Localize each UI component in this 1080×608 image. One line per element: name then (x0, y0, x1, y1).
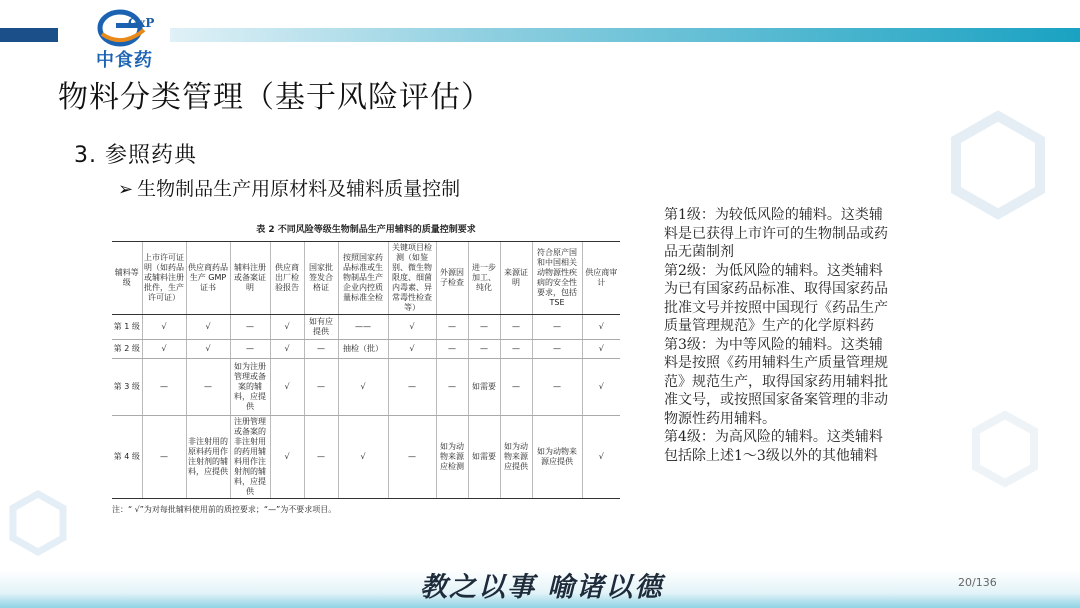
table-cell: 如为动物来源应检测 (436, 416, 468, 499)
table-cell: — (186, 359, 230, 416)
table-header: 进一步加工、纯化 (468, 242, 500, 315)
quality-control-table (112, 222, 620, 515)
table-header: 按照国家药品标准或生物制品生产企业内控质量标准全检 (338, 242, 388, 315)
table-cell: √ (142, 315, 186, 340)
table-cell: — (230, 315, 270, 340)
level-4-text: 第4级：为高风险的辅料。这类辅料包括除上述1～3级以外的其他辅料 (664, 429, 883, 464)
table-header: 辅料注册或备案证明 (230, 242, 270, 315)
arrow-bullet-icon: ➢ (118, 179, 134, 200)
table-header: 国家批签发合格证 (304, 242, 338, 315)
table-cell: √ (582, 315, 620, 340)
hexagon-decoration-icon (8, 490, 68, 556)
table-cell: — (388, 416, 436, 499)
table-cell: 如需要 (468, 359, 500, 416)
table-cell: — (304, 340, 338, 359)
table-cell: 第 1 级 (112, 315, 142, 340)
table-cell: — (532, 359, 582, 416)
table-cell: 第 3 级 (112, 359, 142, 416)
table-cell: — (532, 315, 582, 340)
company-logo (92, 4, 172, 71)
table-cell: √ (338, 416, 388, 499)
table-cell: 注册管理或备案的非注射用的药用辅料用作注射剂的辅料，应提供 (230, 416, 270, 499)
header-bar-right (170, 28, 1080, 42)
level-3-text: 第3级：为中等风险的辅料。这类辅料是按照《药用辅料生产质量管理规范》规范生产，取得国家药用辅料批准文号，或按照国家备案管理的非动物源性药用辅料。 (664, 336, 888, 427)
table-header-row (112, 242, 620, 315)
table-cell: √ (270, 340, 304, 359)
subsection-text: 生物制品生产用原材料及辅料质量控制 (137, 178, 461, 200)
table-cell: √ (186, 315, 230, 340)
subsection-heading (118, 174, 460, 201)
table-caption: 表 2 不同风险等级生物制品生产用辅料的质量控制要求 (256, 225, 476, 235)
table-cell: 如为动物来源应提供 (532, 416, 582, 499)
hexagon-decoration-icon (948, 110, 1048, 220)
table-cell: 如有应提供 (304, 315, 338, 340)
table-header: 供应商出厂检验报告 (270, 242, 304, 315)
logo-cn-text: 中食药 (96, 50, 153, 71)
table-cell: √ (388, 340, 436, 359)
table-cell: — (532, 340, 582, 359)
page-number: 20/136 (958, 576, 997, 589)
table-cell: 如需要 (468, 416, 500, 499)
table-header: 上市许可证明（如药品或辅料注册批件，生产许可证） (142, 242, 186, 315)
table-cell: — (142, 359, 186, 416)
header-bar-left (0, 28, 58, 42)
table-cell: — (230, 340, 270, 359)
table-header: 来源证明 (500, 242, 532, 315)
table-cell: — (436, 315, 468, 340)
table-cell: √ (270, 416, 304, 499)
table-cell: 第 2 级 (112, 340, 142, 359)
table-cell: √ (270, 359, 304, 416)
table-cell: — (304, 416, 338, 499)
hexagon-decoration-icon (970, 410, 1040, 488)
table-cell: √ (388, 315, 436, 340)
requirements-table (112, 241, 620, 499)
table-header: 供应商药品生产 GMP 证书 (186, 242, 230, 315)
table-cell: √ (142, 340, 186, 359)
table-cell: — (388, 359, 436, 416)
table-row (112, 340, 620, 359)
table-note: 注：“ √”为对每批辅料使用前的质控要求；“—”为不要求项目。 (112, 505, 337, 514)
table-header: 供应商审计 (582, 242, 620, 315)
table-cell: — (500, 359, 532, 416)
table-row (112, 359, 620, 416)
level-1-text: 第1级：为较低风险的辅料。这类辅料是已获得上市许可的生物制品或药品无菌制剂 (664, 207, 888, 260)
logo-gxp-text: GxP (128, 16, 155, 30)
table-row (112, 315, 620, 340)
table-cell: 第 4 级 (112, 416, 142, 499)
table-cell: — (468, 315, 500, 340)
risk-level-description (664, 206, 890, 465)
slide-title: 物料分类管理（基于风险评估） (58, 80, 492, 115)
table-cell: —— (338, 315, 388, 340)
table-cell: — (468, 340, 500, 359)
table-cell: √ (270, 315, 304, 340)
table-cell: — (436, 359, 468, 416)
table-cell: 非注射用的原料药用作注射剂的辅料，应提供 (186, 416, 230, 499)
table-header: 符合原产国和中国相关动物源性疾病的安全性要求，包括 TSE (532, 242, 582, 315)
table-cell: √ (186, 340, 230, 359)
table-cell: — (142, 416, 186, 499)
table-cell: — (436, 340, 468, 359)
table-header: 辅料等级 (112, 242, 142, 315)
table-cell: √ (582, 416, 620, 499)
table-cell: 如为注册管理或备案的辅料，应提供 (230, 359, 270, 416)
table-cell: √ (582, 359, 620, 416)
table-cell: √ (338, 359, 388, 416)
table-cell: — (500, 340, 532, 359)
table-header: 关键项目检测（如鉴别、微生物限度、细菌内毒素、异常毒性检查等） (388, 242, 436, 315)
table-cell: 如为动物来源应提供 (500, 416, 532, 499)
table-cell: — (304, 359, 338, 416)
table-cell: 抽检（批） (338, 340, 388, 359)
footer-motto: 教之以事 喻诸以德 (420, 572, 664, 603)
table-cell: — (500, 315, 532, 340)
table-header: 外源因子检查 (436, 242, 468, 315)
section-heading: 3. 参照药典 (74, 143, 197, 168)
table-cell: √ (582, 340, 620, 359)
level-2-text: 第2级：为低风险的辅料。这类辅料为已有国家药品标准、取得国家药品批准文号并按照中国现行《药品生产质量管理规范》生产的化学原料药 (664, 262, 888, 334)
table-row (112, 416, 620, 499)
